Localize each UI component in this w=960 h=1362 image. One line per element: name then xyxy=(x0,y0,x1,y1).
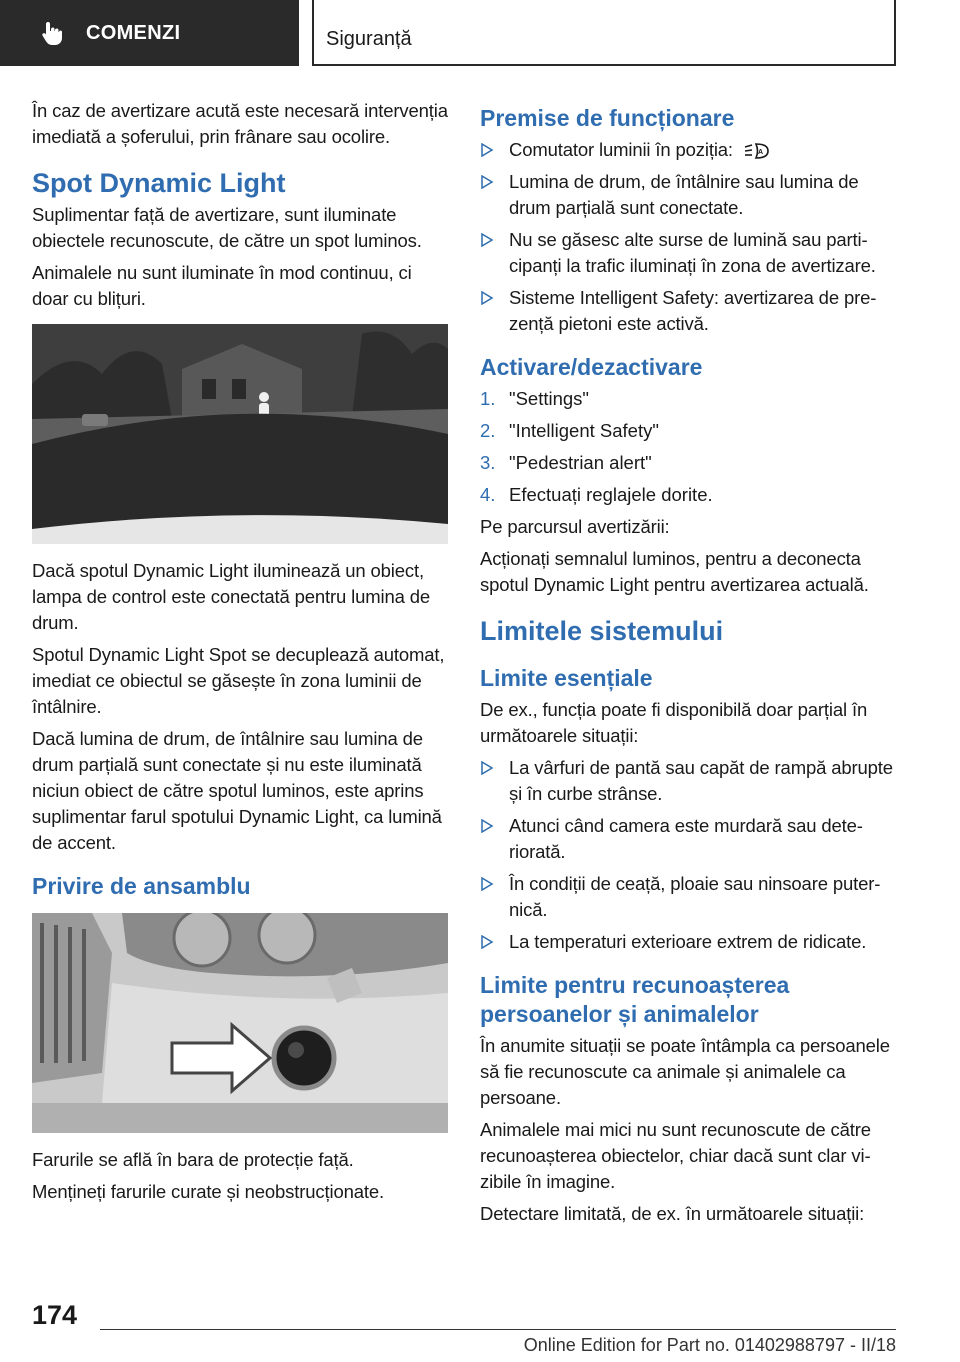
page-number: 174 xyxy=(32,1300,78,1330)
section-label: COMENZI xyxy=(86,21,181,44)
after-figure-paragraph-1: Dacă spotul Dynamic Light iluminează un obiect, lampa de control este conectată pentru lumina de drum. xyxy=(32,560,430,633)
during-warning-paragraph-1: Pe parcursul avertizării: xyxy=(480,516,670,537)
system-limits-heading: Limitele sistemului xyxy=(480,616,724,646)
list-item xyxy=(480,285,896,337)
left-column xyxy=(32,98,448,1211)
recognition-limits-heading: Limite pentru recunoașterea persoanelor și animalelor xyxy=(480,972,790,1027)
triangle-bullet-icon xyxy=(480,175,494,189)
list-item xyxy=(480,482,896,508)
step-number: 1. xyxy=(480,388,496,409)
step-number: 4. xyxy=(480,484,496,505)
after-figure-paragraph-3: Dacă lumina de drum, de întâlnire sau lumina de drum parțială sunt conectate și nu este iluminată niciun obiect de către spotul luminos, este aprins suplimentar farul spotului Dynamic Light, ca lumină de accent. xyxy=(32,728,442,853)
spot-paragraph-1: Suplimentar față de avertizare, sunt iluminate obiectele recunoscute, de către un spot luminos. xyxy=(32,204,422,251)
after-figure-paragraph-2: Spotul Dynamic Light Spot se decuplează automat, imediat ce obiectul se găsește în zona luminii de întâlnire. xyxy=(32,644,445,717)
spot-dynamic-light-heading: Spot Dynamic Light xyxy=(32,168,286,198)
limit-item-text: La vârfuri de pantă sau capăt de rampă abrupte și în curbe strânse. xyxy=(509,757,893,804)
essential-limits-paragraph: De ex., funcția poate fi disponibilă doar parțial în următoarele situații: xyxy=(480,699,868,746)
intro-paragraph: În caz de avertizare acută este necesară intervenția imediată a șoferului, prin frânare sau ocolire. xyxy=(32,100,448,147)
recognition-paragraph-2: Animalele mai mici nu sunt recunoscute de către recunoașterea obiectelor, chiar dacă sunt clar vizibile în imagine. xyxy=(480,1119,871,1192)
list-item xyxy=(480,755,896,807)
svg-text:A: A xyxy=(757,149,763,157)
overview-paragraph-2: Mențineți farurile curate și neobstrucționate. xyxy=(32,1181,384,1202)
chapter-tab[interactable] xyxy=(312,0,896,66)
chapter-label: Siguranță xyxy=(326,28,412,50)
right-column xyxy=(480,98,896,1233)
list-item xyxy=(480,929,896,955)
step-number: 2. xyxy=(480,420,496,441)
limit-item-text: La temperaturi exterioare extrem de ridicate. xyxy=(509,931,867,952)
step-text: "Settings" xyxy=(509,388,589,409)
list-item xyxy=(480,386,896,412)
step-text: "Intelligent Safety" xyxy=(509,420,659,441)
triangle-bullet-icon xyxy=(480,233,494,247)
hand-pointer-icon xyxy=(38,19,66,47)
triangle-bullet-icon xyxy=(480,291,494,305)
spot-paragraph-2: Animalele nu sunt iluminate în mod continuu, ci doar cu blițuri. xyxy=(32,262,412,309)
limit-item-text: Atunci când camera este murdară sau deteriorată. xyxy=(509,815,863,862)
activation-heading: Activare/dezactivare xyxy=(480,354,703,380)
footer-divider xyxy=(100,1329,896,1330)
list-item xyxy=(480,450,896,476)
step-number: 3. xyxy=(480,452,496,473)
list-item xyxy=(480,813,896,865)
premise-list xyxy=(480,137,896,337)
premise-item-text: Sisteme Intelligent Safety: avertizarea de prezență pietoni este activă. xyxy=(509,287,877,334)
step-text: "Pedestrian alert" xyxy=(509,452,652,473)
premise-item-text: Nu se găsesc alte surse de lumină sau participanți la trafic iluminați în zona de avertizare. xyxy=(509,229,876,276)
auto-headlight-icon xyxy=(744,141,774,161)
spot-light-illustration xyxy=(32,324,448,544)
activation-steps xyxy=(480,386,896,508)
list-item xyxy=(480,169,896,221)
triangle-bullet-icon xyxy=(480,143,494,157)
step-text: Efectuați reglajele dorite. xyxy=(509,484,713,505)
recognition-paragraph-1: În anumite situații se poate întâmpla ca persoanele să fie recunoscute ca animale și animalele ca persoane. xyxy=(480,1035,890,1108)
premise-item-text: Comutator luminii în poziția: xyxy=(509,139,733,160)
essential-limits-list xyxy=(480,755,896,955)
headlight-location-illustration xyxy=(32,913,448,1133)
list-item xyxy=(480,418,896,444)
triangle-bullet-icon xyxy=(480,935,494,949)
essential-limits-heading: Limite esențiale xyxy=(480,665,653,691)
recognition-paragraph-3: Detectare limitată, de ex. în următoarele situații: xyxy=(480,1203,865,1224)
during-warning-paragraph-2: Acționați semnalul luminos, pentru a deconecta spotul Dynamic Light pentru avertizarea actuală. xyxy=(480,548,869,595)
limit-item-text: În condiții de ceață, ploaie sau ninsoare puternică. xyxy=(509,873,881,920)
edition-text: Online Edition for Part no. 01402988797 - II/18 xyxy=(523,1335,896,1355)
triangle-bullet-icon xyxy=(480,877,494,891)
list-item xyxy=(480,227,896,279)
premise-item-text: Lumina de drum, de întâlnire sau lumina de drum parțială sunt conectate. xyxy=(509,171,859,218)
overview-heading: Privire de ansamblu xyxy=(32,873,251,899)
list-item xyxy=(480,871,896,923)
overview-paragraph-1: Farurile se află în bara de protecție față. xyxy=(32,1149,354,1170)
triangle-bullet-icon xyxy=(480,819,494,833)
list-item xyxy=(480,137,896,163)
section-tab[interactable] xyxy=(0,0,299,66)
premise-heading: Premise de funcționare xyxy=(480,105,735,131)
triangle-bullet-icon xyxy=(480,761,494,775)
